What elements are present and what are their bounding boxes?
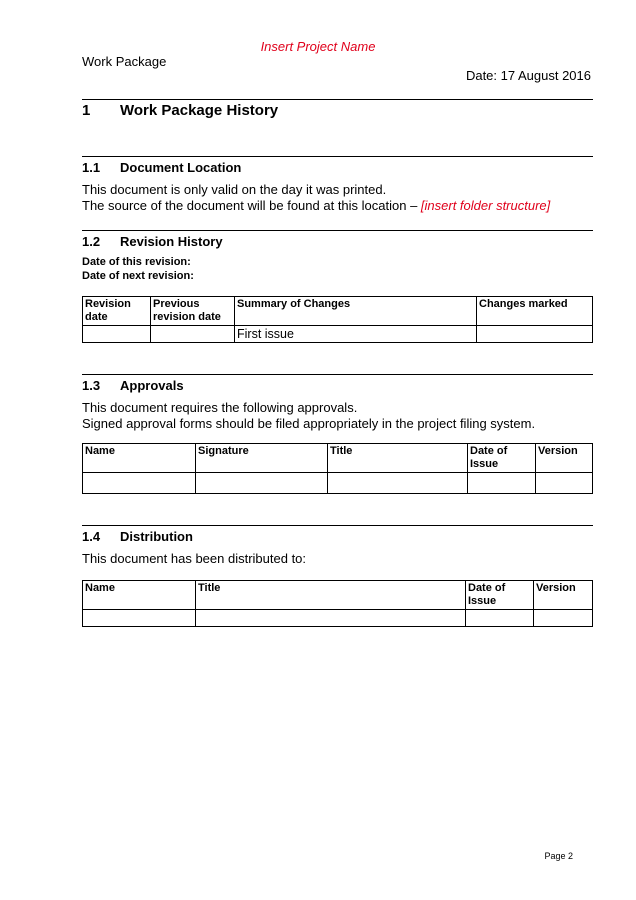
folder-placeholder: [insert folder structure] — [420, 198, 551, 213]
text-line: This document requires the following approvals. — [82, 400, 358, 415]
table-cell — [477, 326, 593, 343]
column-header: Signature — [196, 444, 328, 473]
subsection-number: 1.3 — [82, 378, 101, 393]
table-cell — [328, 473, 468, 494]
subsection-number: 1.2 — [82, 234, 101, 249]
column-header: Version — [534, 581, 593, 610]
date-next-revision-label: Date of next revision: — [82, 269, 194, 282]
work-package-label: Work Package — [82, 54, 167, 69]
table-cell — [534, 610, 593, 627]
text-line: This document is only valid on the day it was printed. — [82, 182, 387, 197]
table-row — [83, 473, 593, 494]
subsection-title: Distribution — [120, 529, 193, 544]
column-header: Previous revision date — [151, 297, 235, 326]
table-header-row — [83, 297, 593, 326]
subsection-heading — [82, 378, 184, 393]
divider — [82, 99, 593, 100]
column-header: Name — [83, 581, 196, 610]
table-row — [83, 326, 593, 343]
column-header: Summary of Changes — [235, 297, 477, 326]
table-cell — [468, 473, 536, 494]
table-cell — [196, 473, 328, 494]
project-name: Insert Project Name — [260, 39, 376, 54]
table-cell — [83, 326, 151, 343]
divider — [82, 230, 593, 231]
column-header: Date of Issue — [466, 581, 534, 610]
distribution-table — [82, 580, 593, 627]
paragraph — [82, 400, 535, 432]
table-cell: First issue — [235, 326, 477, 343]
subsection-number: 1.1 — [82, 160, 101, 175]
column-header: Changes marked — [477, 297, 593, 326]
text-line: Signed approval forms should be filed appropriately in the project filing system. — [82, 416, 536, 431]
section-heading — [82, 102, 278, 119]
divider — [82, 374, 593, 375]
subsection-heading — [82, 160, 241, 175]
table-cell — [83, 473, 196, 494]
divider — [82, 156, 593, 157]
text-segment: The source of the document will be found at this location – — [82, 198, 421, 213]
column-header: Date of Issue — [468, 444, 536, 473]
text-line — [82, 198, 550, 214]
paragraph — [82, 182, 550, 214]
section-title: Work Package History — [120, 102, 279, 119]
column-header: Name — [83, 444, 196, 473]
approvals-table — [82, 443, 593, 494]
table-cell — [536, 473, 593, 494]
section-number: 1 — [82, 102, 91, 119]
subsection-title: Approvals — [120, 378, 184, 393]
document-date: Date: 17 August 2016 — [465, 68, 591, 83]
revision-dates — [82, 256, 194, 283]
subsection-title: Document Location — [120, 160, 242, 175]
table-cell — [83, 610, 196, 627]
paragraph — [82, 551, 306, 567]
column-header: Title — [196, 581, 466, 610]
revision-table — [82, 296, 593, 343]
subsection-number: 1.4 — [82, 529, 101, 544]
table-cell — [151, 326, 235, 343]
column-header: Title — [328, 444, 468, 473]
table-cell — [196, 610, 466, 627]
subsection-heading — [82, 234, 223, 249]
table-cell — [466, 610, 534, 627]
page-number: Page 2 — [544, 851, 573, 861]
divider — [82, 525, 593, 526]
table-header-row — [83, 581, 593, 610]
date-this-revision-label: Date of this revision: — [82, 256, 191, 268]
column-header: Revision date — [83, 297, 151, 326]
text-line: This document has been distributed to: — [82, 551, 307, 566]
subsection-title: Revision History — [120, 234, 223, 249]
table-header-row — [83, 444, 593, 473]
subsection-heading — [82, 529, 193, 544]
table-row — [83, 610, 593, 627]
column-header: Version — [536, 444, 593, 473]
